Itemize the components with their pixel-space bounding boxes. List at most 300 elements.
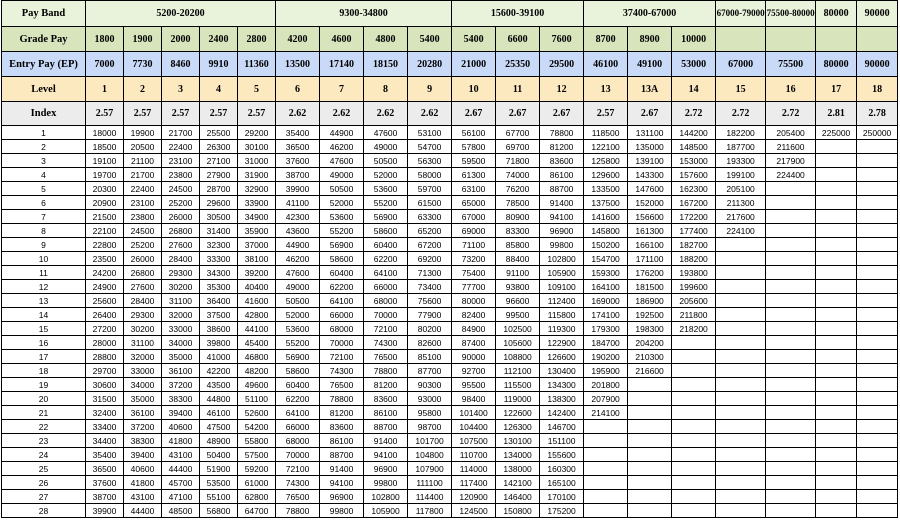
pay-value-cell: 193800 xyxy=(672,266,716,280)
row-index-cell: 22 xyxy=(2,420,86,434)
pay-value-cell xyxy=(816,504,857,518)
pay-value-cell: 47600 xyxy=(364,126,408,140)
row-index-cell: 5 xyxy=(2,182,86,196)
pay-value-cell: 29300 xyxy=(124,308,162,322)
pay-value-cell xyxy=(766,182,816,196)
grade-pay-cell: 4600 xyxy=(320,27,364,52)
pay-value-cell: 156600 xyxy=(628,210,672,224)
pay-value-cell xyxy=(857,448,898,462)
pay-value-cell: 53600 xyxy=(276,322,320,336)
pay-value-cell: 58600 xyxy=(364,224,408,238)
pay-value-cell: 88700 xyxy=(364,420,408,434)
pay-value-cell: 47500 xyxy=(200,420,238,434)
pay-value-cell xyxy=(857,210,898,224)
pay-value-cell: 31400 xyxy=(200,224,238,238)
pay-value-cell: 119300 xyxy=(540,322,584,336)
pay-value-cell: 102500 xyxy=(496,322,540,336)
pay-value-cell xyxy=(766,196,816,210)
pay-value-cell xyxy=(672,448,716,462)
pay-value-cell: 74300 xyxy=(276,476,320,490)
pay-value-cell: 44900 xyxy=(276,238,320,252)
pay-value-cell: 117400 xyxy=(452,476,496,490)
pay-value-cell: 129600 xyxy=(584,168,628,182)
pay-value-cell: 25200 xyxy=(162,196,200,210)
pay-value-cell: 145800 xyxy=(584,224,628,238)
pay-value-cell: 83600 xyxy=(364,392,408,406)
pay-value-cell: 210300 xyxy=(628,350,672,364)
pay-value-cell: 37500 xyxy=(200,308,238,322)
pay-value-cell: 41000 xyxy=(200,350,238,364)
pay-value-cell: 56300 xyxy=(408,154,452,168)
pay-value-cell: 56900 xyxy=(276,350,320,364)
pay-value-cell: 99800 xyxy=(364,476,408,490)
pay-value-cell xyxy=(816,462,857,476)
entry-pay-cell: 49100 xyxy=(628,52,672,77)
table-row xyxy=(2,350,898,364)
pay-value-cell: 43500 xyxy=(200,378,238,392)
pay-value-cell xyxy=(716,476,766,490)
pay-value-cell: 36400 xyxy=(200,294,238,308)
pay-value-cell: 119000 xyxy=(496,392,540,406)
pay-value-cell: 46200 xyxy=(276,252,320,266)
pay-value-cell: 37200 xyxy=(162,378,200,392)
pay-value-cell: 217900 xyxy=(766,154,816,168)
row-index-cell: 6 xyxy=(2,196,86,210)
index-cell: 2.72 xyxy=(716,102,766,126)
pay-value-cell: 92700 xyxy=(452,364,496,378)
pay-value-cell xyxy=(816,252,857,266)
pay-value-cell: 78800 xyxy=(540,126,584,140)
grade-pay-cell: 8700 xyxy=(584,27,628,52)
pay-value-cell xyxy=(857,476,898,490)
pay-value-cell: 38700 xyxy=(86,490,124,504)
pay-value-cell xyxy=(857,378,898,392)
entry-pay-cell: 7730 xyxy=(124,52,162,77)
pay-value-cell xyxy=(584,434,628,448)
row-index-cell: 17 xyxy=(2,350,86,364)
pay-value-cell: 47600 xyxy=(276,266,320,280)
pay-value-cell: 186900 xyxy=(628,294,672,308)
index-cell: 2.67 xyxy=(540,102,584,126)
pay-value-cell: 88400 xyxy=(496,252,540,266)
row-index-cell: 23 xyxy=(2,434,86,448)
pay-value-cell: 211600 xyxy=(766,140,816,154)
pay-value-cell: 47600 xyxy=(320,154,364,168)
pay-value-cell: 27200 xyxy=(86,322,124,336)
pay-value-cell xyxy=(857,238,898,252)
pay-value-cell: 193300 xyxy=(716,154,766,168)
table-row xyxy=(2,476,898,490)
pay-value-cell: 46100 xyxy=(200,406,238,420)
pay-value-cell xyxy=(857,420,898,434)
pay-band-row xyxy=(2,1,898,27)
grade-pay-cell: 8900 xyxy=(628,27,672,52)
pay-value-cell: 78500 xyxy=(496,196,540,210)
pay-value-cell: 30200 xyxy=(124,322,162,336)
pay-value-cell: 48200 xyxy=(238,364,276,378)
pay-value-cell: 60400 xyxy=(276,378,320,392)
pay-value-cell: 147600 xyxy=(628,182,672,196)
pay-value-cell xyxy=(816,322,857,336)
pay-value-cell: 108800 xyxy=(496,350,540,364)
pay-value-cell: 74300 xyxy=(364,336,408,350)
pay-value-cell xyxy=(766,252,816,266)
pay-value-cell xyxy=(716,504,766,518)
pay-value-cell xyxy=(672,434,716,448)
pay-value-cell: 86100 xyxy=(540,168,584,182)
pay-value-cell: 57500 xyxy=(238,448,276,462)
pay-value-cell: 148500 xyxy=(672,140,716,154)
row-index-cell: 19 xyxy=(2,378,86,392)
pay-value-cell: 23100 xyxy=(162,154,200,168)
pay-value-cell: 19700 xyxy=(86,168,124,182)
pay-value-cell xyxy=(857,196,898,210)
pay-value-cell: 76200 xyxy=(496,182,540,196)
pay-value-cell xyxy=(716,364,766,378)
pay-value-cell: 142400 xyxy=(540,406,584,420)
pay-value-cell: 159300 xyxy=(584,266,628,280)
pay-value-cell: 43600 xyxy=(276,224,320,238)
pay-value-cell: 110700 xyxy=(452,448,496,462)
level-cell: 11 xyxy=(496,77,540,102)
row-index-cell: 26 xyxy=(2,476,86,490)
pay-value-cell xyxy=(857,280,898,294)
pay-value-cell: 31100 xyxy=(162,294,200,308)
pay-value-cell: 61500 xyxy=(408,196,452,210)
row-index-cell: 11 xyxy=(2,266,86,280)
pay-value-cell: 107500 xyxy=(452,434,496,448)
pay-value-cell xyxy=(857,224,898,238)
pay-value-cell: 70000 xyxy=(276,448,320,462)
pay-value-cell: 199600 xyxy=(672,280,716,294)
table-row xyxy=(2,504,898,518)
level-cell: 8 xyxy=(364,77,408,102)
pay-value-cell: 134300 xyxy=(540,378,584,392)
pay-value-cell: 62200 xyxy=(276,392,320,406)
pay-value-cell: 41600 xyxy=(238,294,276,308)
pay-value-cell: 25600 xyxy=(86,294,124,308)
pay-value-cell: 217600 xyxy=(716,210,766,224)
grade-pay-cell: 4200 xyxy=(276,27,320,52)
pay-value-cell xyxy=(816,350,857,364)
table-row xyxy=(2,196,898,210)
pay-value-cell: 31000 xyxy=(238,154,276,168)
pay-value-cell: 39900 xyxy=(276,182,320,196)
pay-value-cell: 38100 xyxy=(238,252,276,266)
pay-value-cell: 41100 xyxy=(276,196,320,210)
grade-pay-cell: 2800 xyxy=(238,27,276,52)
pay-value-cell: 44400 xyxy=(162,462,200,476)
pay-value-cell: 142100 xyxy=(496,476,540,490)
pay-value-cell xyxy=(716,252,766,266)
pay-value-cell: 59700 xyxy=(408,182,452,196)
pay-value-cell xyxy=(672,378,716,392)
pay-value-cell: 40400 xyxy=(238,280,276,294)
pay-band-cell: 37400-67000 xyxy=(584,1,716,27)
pay-value-cell: 25500 xyxy=(200,126,238,140)
pay-value-cell: 74000 xyxy=(496,168,540,182)
pay-value-cell: 20300 xyxy=(86,182,124,196)
grade-pay-cell: 2400 xyxy=(200,27,238,52)
pay-value-cell: 78800 xyxy=(276,504,320,518)
pay-value-cell: 93000 xyxy=(408,392,452,406)
entry-pay-cell: 46100 xyxy=(584,52,628,77)
row-index-cell: 15 xyxy=(2,322,86,336)
pay-value-cell: 157600 xyxy=(672,168,716,182)
pay-value-cell: 33400 xyxy=(86,420,124,434)
pay-value-cell: 53600 xyxy=(320,210,364,224)
pay-value-cell: 69700 xyxy=(496,140,540,154)
pay-value-cell xyxy=(816,364,857,378)
pay-value-cell: 24900 xyxy=(86,280,124,294)
index-row xyxy=(2,102,898,126)
pay-value-cell: 71100 xyxy=(452,238,496,252)
entry-pay-cell: 53000 xyxy=(672,52,716,77)
entry-pay-cell: 29500 xyxy=(540,52,584,77)
pay-value-cell xyxy=(766,504,816,518)
grade-pay-cell: 5400 xyxy=(452,27,496,52)
pay-value-cell: 31500 xyxy=(86,392,124,406)
pay-value-cell: 35000 xyxy=(162,350,200,364)
pay-value-cell xyxy=(672,504,716,518)
pay-value-cell: 72100 xyxy=(364,322,408,336)
level-cell: 7 xyxy=(320,77,364,102)
pay-value-cell xyxy=(816,266,857,280)
pay-value-cell: 66000 xyxy=(276,420,320,434)
pay-value-cell: 225000 xyxy=(816,126,857,140)
pay-value-cell: 141600 xyxy=(584,210,628,224)
table-row xyxy=(2,434,898,448)
pay-value-cell: 44100 xyxy=(238,322,276,336)
pay-value-cell xyxy=(716,406,766,420)
pay-value-cell: 112100 xyxy=(496,364,540,378)
pay-value-cell xyxy=(816,420,857,434)
index-cell: 2.78 xyxy=(857,102,898,126)
pay-value-cell xyxy=(816,140,857,154)
pay-value-cell xyxy=(816,308,857,322)
pay-value-cell xyxy=(672,490,716,504)
pay-value-cell xyxy=(766,406,816,420)
pay-value-cell: 35400 xyxy=(276,126,320,140)
pay-value-cell: 131100 xyxy=(628,126,672,140)
pay-value-cell: 32400 xyxy=(86,406,124,420)
pay-value-cell xyxy=(672,350,716,364)
row-index-cell: 9 xyxy=(2,238,86,252)
pay-value-cell: 78800 xyxy=(320,392,364,406)
pay-value-cell: 204200 xyxy=(628,336,672,350)
entry-pay-cell: 11360 xyxy=(238,52,276,77)
pay-value-cell: 150800 xyxy=(496,504,540,518)
pay-band-cell: 80000 xyxy=(816,1,857,27)
pay-value-cell: 33000 xyxy=(162,322,200,336)
entry-pay-cell: 25350 xyxy=(496,52,540,77)
pay-value-cell: 31900 xyxy=(238,168,276,182)
pay-value-cell: 27100 xyxy=(200,154,238,168)
grade-pay-cell xyxy=(857,27,898,52)
pay-value-cell: 32900 xyxy=(238,182,276,196)
table-row xyxy=(2,490,898,504)
pay-value-cell: 37200 xyxy=(124,420,162,434)
pay-value-cell: 21700 xyxy=(162,126,200,140)
pay-value-cell: 138300 xyxy=(540,392,584,406)
level-cell: 10 xyxy=(452,77,496,102)
pay-value-cell: 55200 xyxy=(364,196,408,210)
table-row xyxy=(2,154,898,168)
pay-value-cell: 31100 xyxy=(124,336,162,350)
pay-value-cell xyxy=(628,378,672,392)
pay-band-cell: 75500-80000 xyxy=(766,1,816,27)
pay-value-cell: 73400 xyxy=(408,280,452,294)
pay-value-cell xyxy=(766,364,816,378)
row-index-cell: 14 xyxy=(2,308,86,322)
pay-value-cell: 69000 xyxy=(452,224,496,238)
pay-value-cell: 164100 xyxy=(584,280,628,294)
pay-value-cell: 34000 xyxy=(162,336,200,350)
pay-value-cell xyxy=(716,462,766,476)
pay-value-cell: 54700 xyxy=(408,140,452,154)
pay-value-cell: 73200 xyxy=(452,252,496,266)
pay-value-cell: 88700 xyxy=(540,182,584,196)
pay-value-cell: 26800 xyxy=(162,224,200,238)
pay-value-cell: 60400 xyxy=(364,238,408,252)
pay-value-cell: 22400 xyxy=(124,182,162,196)
level-cell: 9 xyxy=(408,77,452,102)
row-index-cell: 13 xyxy=(2,294,86,308)
table-row xyxy=(2,294,898,308)
pay-value-cell: 49600 xyxy=(238,378,276,392)
pay-value-cell xyxy=(857,392,898,406)
entry-pay-row xyxy=(2,52,898,77)
pay-value-cell: 21700 xyxy=(124,168,162,182)
pay-value-cell: 107900 xyxy=(408,462,452,476)
index-cell: 2.67 xyxy=(628,102,672,126)
pay-value-cell xyxy=(816,434,857,448)
pay-value-cell xyxy=(628,490,672,504)
level-cell: 18 xyxy=(857,77,898,102)
pay-value-cell: 68000 xyxy=(276,434,320,448)
pay-value-cell xyxy=(766,462,816,476)
table-row xyxy=(2,168,898,182)
pay-value-cell: 87700 xyxy=(408,364,452,378)
pay-value-cell: 207900 xyxy=(584,392,628,406)
table-row xyxy=(2,336,898,350)
pay-value-cell: 96900 xyxy=(540,224,584,238)
pay-value-cell xyxy=(816,182,857,196)
index-cell: 2.57 xyxy=(200,102,238,126)
pay-value-cell xyxy=(766,378,816,392)
entry-pay-cell: 7000 xyxy=(86,52,124,77)
pay-value-cell: 67000 xyxy=(452,210,496,224)
pay-value-cell: 86100 xyxy=(320,434,364,448)
pay-value-cell: 114000 xyxy=(452,462,496,476)
pay-value-cell: 205100 xyxy=(716,182,766,196)
pay-value-cell: 124500 xyxy=(452,504,496,518)
pay-value-cell xyxy=(672,420,716,434)
pay-value-cell: 36100 xyxy=(124,406,162,420)
pay-value-cell: 182200 xyxy=(716,126,766,140)
pay-value-cell: 76500 xyxy=(276,490,320,504)
pay-value-cell: 52000 xyxy=(320,196,364,210)
pay-value-cell: 143300 xyxy=(628,168,672,182)
pay-value-cell: 96600 xyxy=(496,294,540,308)
pay-value-cell: 167200 xyxy=(672,196,716,210)
pay-value-cell: 91100 xyxy=(496,266,540,280)
pay-value-cell: 85800 xyxy=(496,238,540,252)
pay-value-cell xyxy=(716,266,766,280)
pay-value-cell: 52000 xyxy=(364,168,408,182)
pay-value-cell xyxy=(672,364,716,378)
pay-value-cell xyxy=(857,252,898,266)
pay-value-cell: 80900 xyxy=(496,210,540,224)
pay-value-cell: 28400 xyxy=(162,252,200,266)
pay-value-cell: 130400 xyxy=(540,364,584,378)
table-row xyxy=(2,210,898,224)
pay-value-cell: 88700 xyxy=(320,448,364,462)
pay-band-cell: 15600-39100 xyxy=(452,1,584,27)
pay-value-cell: 174100 xyxy=(584,308,628,322)
pay-value-cell xyxy=(628,420,672,434)
pay-value-cell xyxy=(766,350,816,364)
pay-value-cell: 126600 xyxy=(540,350,584,364)
pay-value-cell: 32300 xyxy=(200,238,238,252)
pay-value-cell: 99800 xyxy=(540,238,584,252)
pay-value-cell: 54200 xyxy=(238,420,276,434)
pay-value-cell xyxy=(628,504,672,518)
pay-value-cell: 35000 xyxy=(124,392,162,406)
pay-value-cell: 195900 xyxy=(584,364,628,378)
index-cell: 2.62 xyxy=(320,102,364,126)
pay-value-cell xyxy=(816,448,857,462)
pay-value-cell xyxy=(716,378,766,392)
pay-value-cell xyxy=(816,168,857,182)
pay-value-cell: 26400 xyxy=(86,308,124,322)
pay-value-cell: 71300 xyxy=(408,266,452,280)
pay-value-cell: 69200 xyxy=(408,252,452,266)
pay-value-cell: 112400 xyxy=(540,294,584,308)
pay-value-cell: 104400 xyxy=(452,420,496,434)
pay-value-cell: 81200 xyxy=(320,406,364,420)
level-label: Level xyxy=(2,77,86,102)
pay-value-cell: 28700 xyxy=(200,182,238,196)
pay-value-cell: 99500 xyxy=(496,308,540,322)
table-row xyxy=(2,266,898,280)
pay-value-cell: 55800 xyxy=(238,434,276,448)
pay-value-cell: 94100 xyxy=(320,476,364,490)
pay-value-cell: 96900 xyxy=(364,462,408,476)
pay-value-cell: 57800 xyxy=(452,140,496,154)
pay-value-cell: 82400 xyxy=(452,308,496,322)
pay-value-cell: 104800 xyxy=(408,448,452,462)
pay-value-cell: 50500 xyxy=(276,294,320,308)
pay-value-cell: 40600 xyxy=(162,420,200,434)
pay-value-cell: 83300 xyxy=(496,224,540,238)
pay-value-cell xyxy=(716,322,766,336)
pay-value-cell: 19900 xyxy=(124,126,162,140)
pay-value-cell: 48500 xyxy=(162,504,200,518)
pay-value-cell: 166100 xyxy=(628,238,672,252)
pay-value-cell xyxy=(716,294,766,308)
pay-value-cell: 18000 xyxy=(86,126,124,140)
pay-value-cell: 102800 xyxy=(540,252,584,266)
pay-value-cell xyxy=(857,406,898,420)
pay-value-cell: 151100 xyxy=(540,434,584,448)
pay-value-cell: 162300 xyxy=(672,182,716,196)
pay-value-cell: 184700 xyxy=(584,336,628,350)
index-cell: 2.67 xyxy=(452,102,496,126)
grade-pay-cell: 6600 xyxy=(496,27,540,52)
pay-value-cell xyxy=(766,322,816,336)
pay-value-cell: 64700 xyxy=(238,504,276,518)
